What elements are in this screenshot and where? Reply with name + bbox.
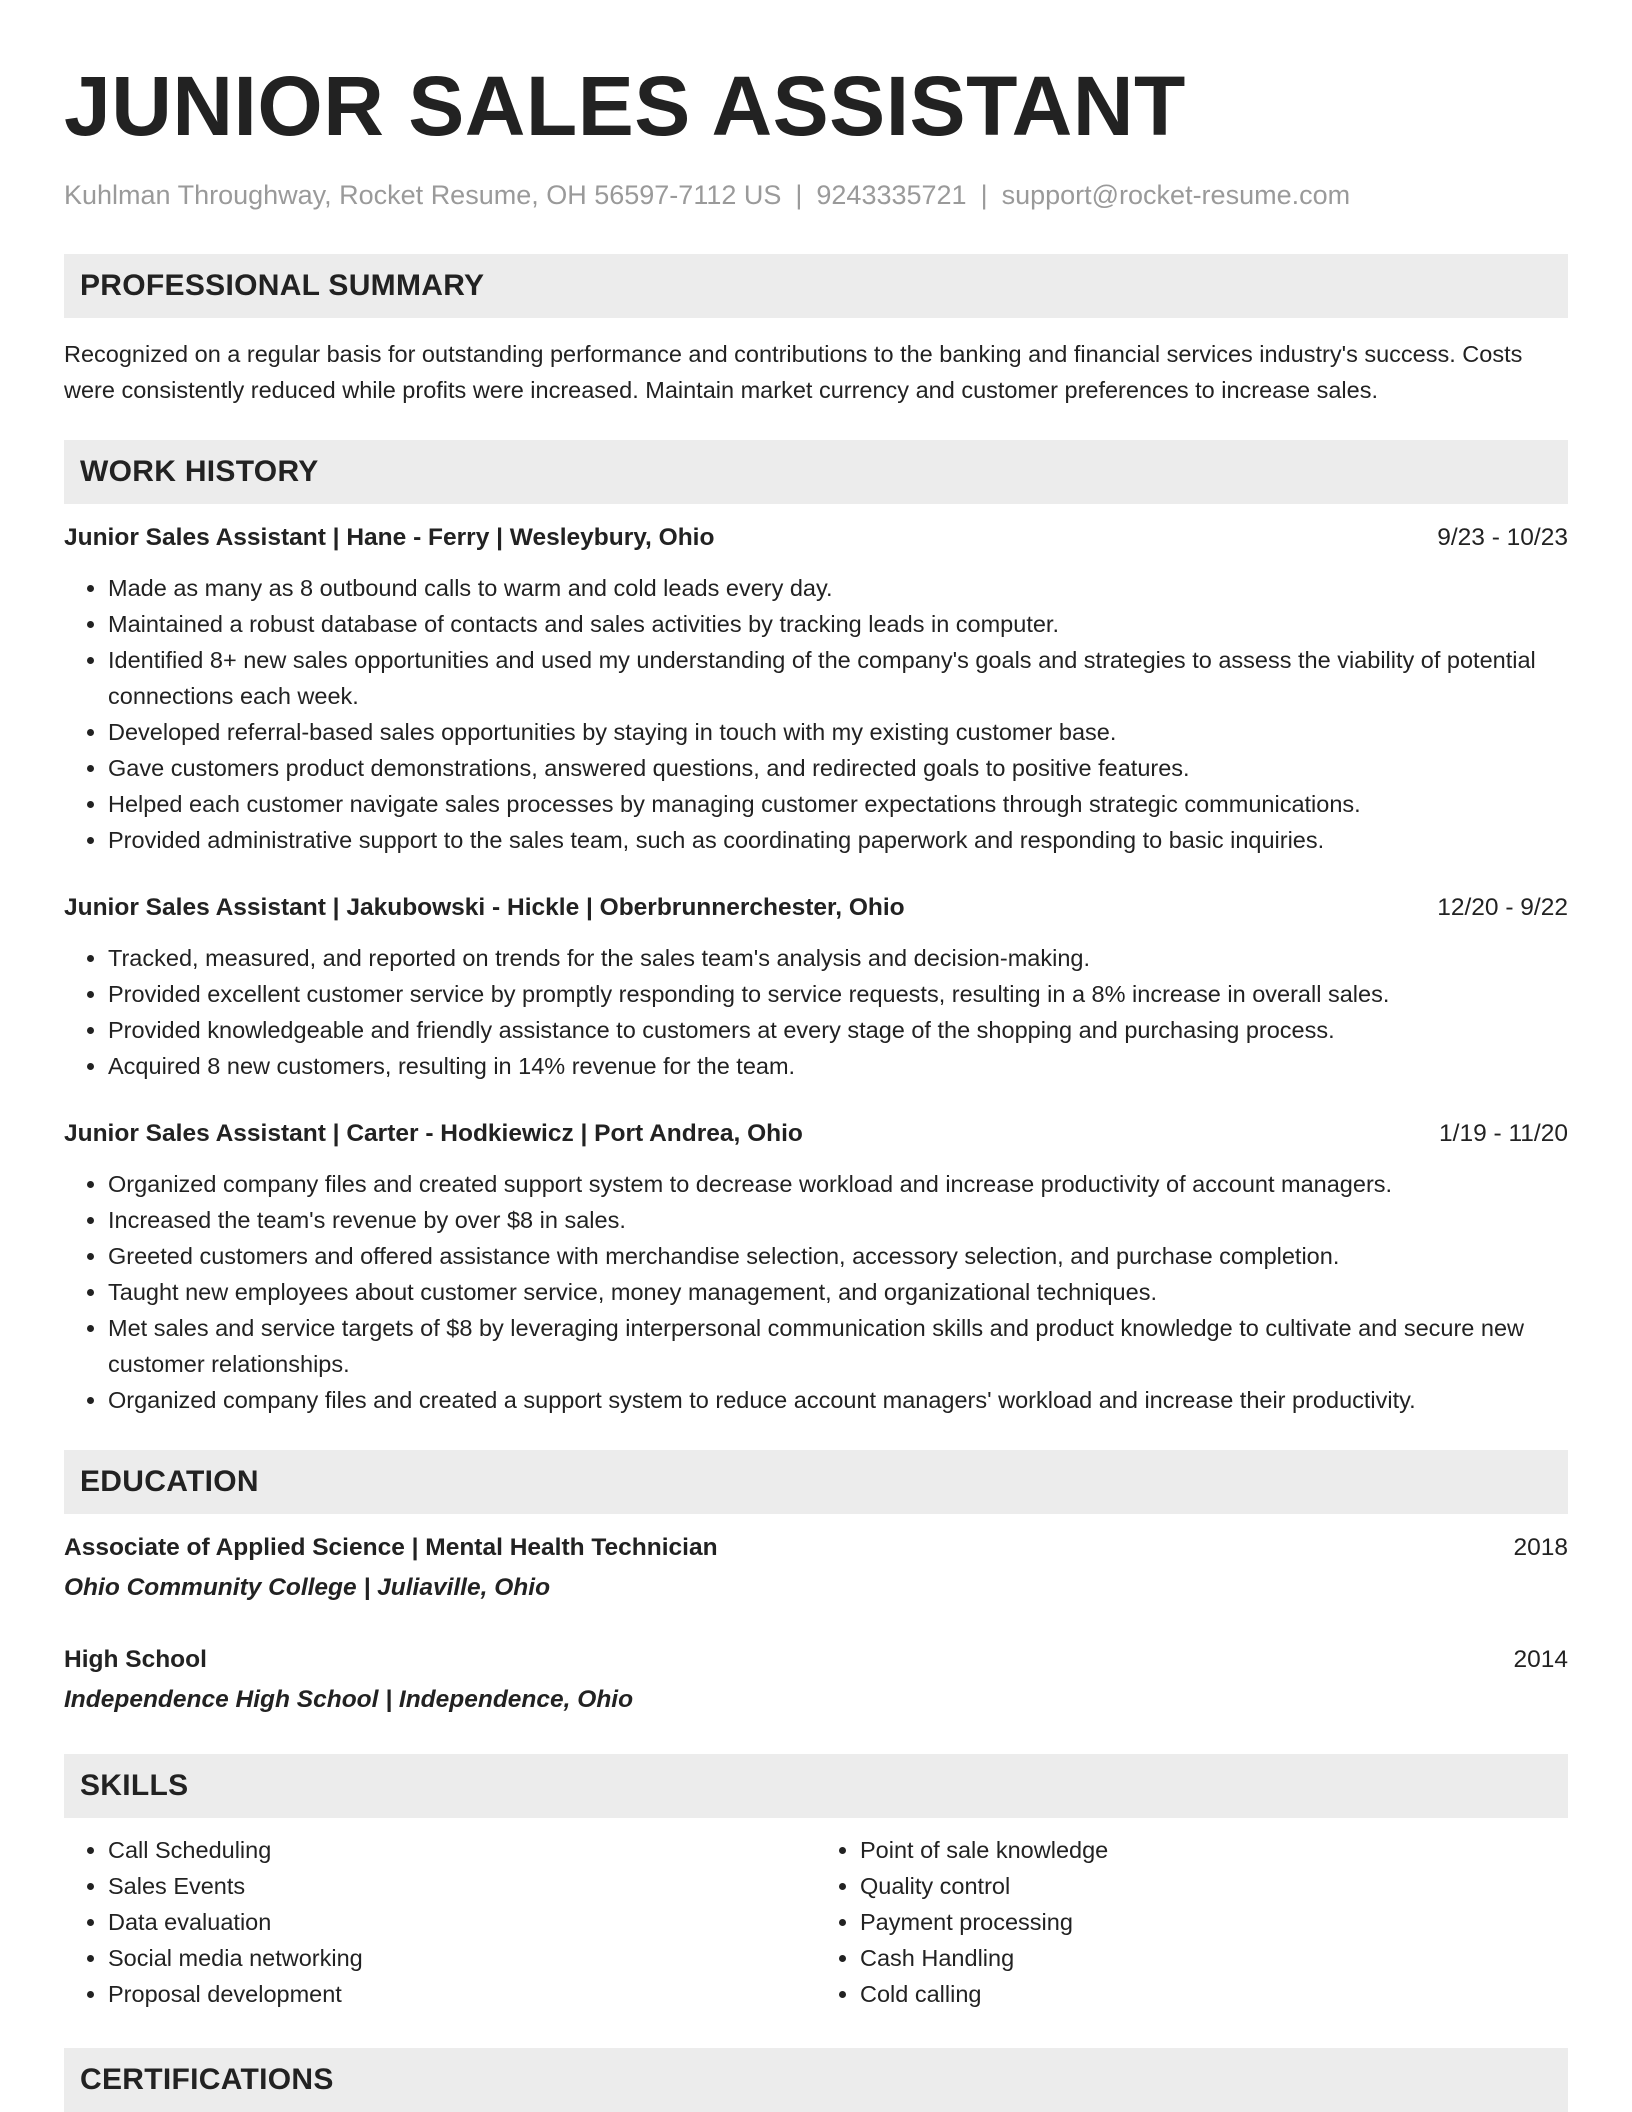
education-degree: Associate of Applied Science | Mental Health Technician xyxy=(64,1534,718,1561)
job-bullet: • Tracked, measured, and reported on trends for the sales team's analysis and decision-making. xyxy=(108,940,1568,976)
job-bullet: • Taught new employees about customer service, money management, and organizational techniques. xyxy=(108,1274,1568,1310)
job-bullet: • Greeted customers and offered assistance with merchandise selection, accessory selection, and purchase completion. xyxy=(108,1238,1568,1274)
skill-item: • Point of sale knowledge xyxy=(860,1832,1568,1868)
education-entry xyxy=(64,1530,1568,1606)
education-year: 2014 xyxy=(1513,1646,1568,1673)
contact-line xyxy=(64,178,1568,212)
contact-separator: | xyxy=(795,180,803,210)
section-heading-work: WORK HISTORY xyxy=(64,440,1568,504)
job-dates: 12/20 - 9/22 xyxy=(1437,894,1568,921)
skill-item: • Data evaluation xyxy=(108,1904,816,1940)
job-bullet: • Met sales and service targets of $8 by leveraging interpersonal communication skills and product knowledge to cultivate and secure new customer relationships. xyxy=(108,1310,1568,1382)
address-text: Kuhlman Throughway, Rocket Resume, OH 56597-7112 US xyxy=(64,180,782,210)
job-bullet: • Gave customers product demonstrations, answered questions, and redirected goals to positive features. xyxy=(108,750,1568,786)
skill-item: • Cash Handling xyxy=(860,1940,1568,1976)
skills-list xyxy=(64,1832,1568,2012)
job-bullet: • Helped each customer navigate sales processes by managing customer expectations through strategic communications. xyxy=(108,786,1568,822)
job-bullet: • Provided knowledgeable and friendly assistance to customers at every stage of the shopping and purchasing process. xyxy=(108,1012,1568,1048)
work-history-list xyxy=(64,520,1568,1418)
job-bullet: • Increased the team's revenue by over $8 in sales. xyxy=(108,1202,1568,1238)
job-entry xyxy=(64,1116,1568,1418)
email-link[interactable]: support@rocket-resume.com xyxy=(1001,180,1351,210)
education-entry xyxy=(64,1642,1568,1718)
skill-item: • Quality control xyxy=(860,1868,1568,1904)
skill-item: • Sales Events xyxy=(108,1868,816,1904)
job-dates: 9/23 - 10/23 xyxy=(1437,524,1568,551)
skill-item: • Proposal development xyxy=(108,1976,816,2012)
skill-item: • Payment processing xyxy=(860,1904,1568,1940)
job-bullets xyxy=(64,1166,1568,1418)
skills-column-left xyxy=(64,1832,816,2012)
job-entry xyxy=(64,520,1568,858)
phone-text: 9243335721 xyxy=(816,180,967,210)
section-heading-skills: SKILLS xyxy=(64,1754,1568,1818)
job-title: Junior Sales Assistant | Jakubowski - Hickle | Oberbrunnerchester, Ohio xyxy=(64,894,905,921)
job-bullet: • Developed referral-based sales opportunities by staying in touch with my existing customer base. xyxy=(108,714,1568,750)
education-school: Independence High School | Independence, Ohio xyxy=(64,1686,634,1713)
job-bullet: • Maintained a robust database of contacts and sales activities by tracking leads in computer. xyxy=(108,606,1568,642)
job-bullets xyxy=(64,570,1568,858)
job-bullet: • Identified 8+ new sales opportunities and used my understanding of the company's goals and strategies to assess the viability of potential connections each week. xyxy=(108,642,1568,714)
skill-item: • Call Scheduling xyxy=(108,1832,816,1868)
section-heading-summary: PROFESSIONAL SUMMARY xyxy=(64,254,1568,318)
section-heading-certifications: CERTIFICATIONS xyxy=(64,2048,1568,2112)
summary-text: Recognized on a regular basis for outstanding performance and contributions to the banking and financial services industry's success. Costs were consistently reduced while profits were increased. Maintain market currency and customer preferences to increase sales. xyxy=(64,341,1523,403)
job-title: Junior Sales Assistant | Hane - Ferry | Wesleybury, Ohio xyxy=(64,524,715,551)
skill-item: • Cold calling xyxy=(860,1976,1568,2012)
education-degree: High School xyxy=(64,1646,207,1673)
skills-column-right xyxy=(816,1832,1568,2012)
resume-name-heading: JUNIOR SALES ASSISTANT xyxy=(64,59,1186,153)
job-bullet: • Provided administrative support to the sales team, such as coordinating paperwork and responding to basic inquiries. xyxy=(108,822,1568,858)
section-heading-education: EDUCATION xyxy=(64,1450,1568,1514)
education-year: 2018 xyxy=(1513,1534,1568,1561)
skill-item: • Social media networking xyxy=(108,1940,816,1976)
contact-separator: | xyxy=(980,180,988,210)
job-bullet: • Organized company files and created a support system to reduce account managers' workload and increase their productivity. xyxy=(108,1382,1568,1418)
job-title: Junior Sales Assistant | Carter - Hodkiewicz | Port Andrea, Ohio xyxy=(64,1120,803,1147)
job-bullet: • Organized company files and created support system to decrease workload and increase productivity of account managers. xyxy=(108,1166,1568,1202)
job-bullet: • Acquired 8 new customers, resulting in 14% revenue for the team. xyxy=(108,1048,1568,1084)
job-bullets xyxy=(64,940,1568,1084)
job-dates: 1/19 - 11/20 xyxy=(1439,1120,1568,1147)
resume-page xyxy=(64,0,1568,2112)
education-school: Ohio Community College | Juliaville, Ohio xyxy=(64,1574,551,1601)
job-entry xyxy=(64,890,1568,1084)
job-bullet: • Provided excellent customer service by promptly responding to service requests, resulting in a 8% increase in overall sales. xyxy=(108,976,1568,1012)
job-bullet: • Made as many as 8 outbound calls to warm and cold leads every day. xyxy=(108,570,1568,606)
